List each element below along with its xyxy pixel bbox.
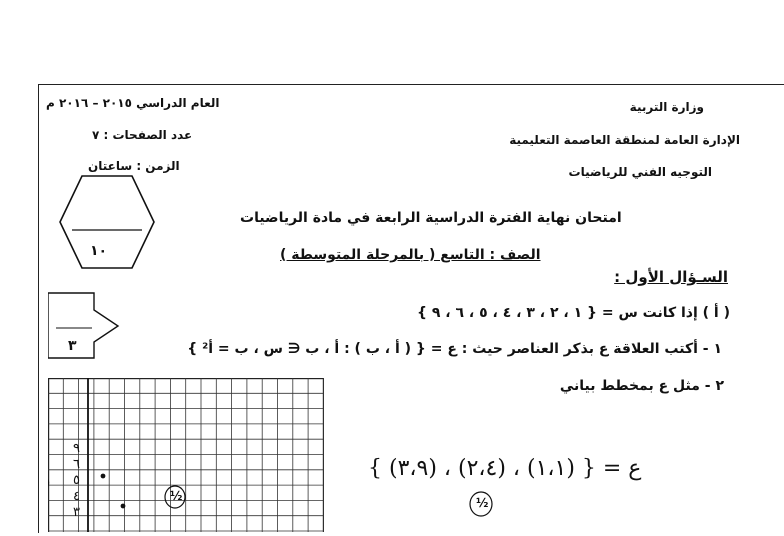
grade-mark-1: ½ [170, 489, 183, 503]
question-score-value: ٣ [68, 338, 77, 354]
question1-item1: ١ - أكتب العلاقة ع بذكر العناصر حيث : ع = { ( أ ، ب ) : أ ، ب ∈ س ، ب = أ² } [187, 341, 722, 357]
axis-label-4: ٤ [73, 489, 80, 504]
axis-label-5: ٥ [73, 473, 80, 488]
axis-label-9: ٩ [73, 441, 80, 456]
exam-title: امتحان نهاية الفترة الدراسية الرابعة في مادة الرياضيات [240, 210, 622, 226]
plot-point [101, 474, 106, 479]
axis-label-6: ٦ [73, 457, 80, 472]
plot-point [121, 504, 126, 509]
axis-label-3: ٣ [73, 505, 80, 520]
ministry-label: وزارة التربية [629, 100, 704, 114]
supervision-label: التوجيه الفني للرياضيات [568, 165, 712, 179]
question1-heading: السـؤال الأول : [614, 268, 728, 286]
grade-label: الصف : التاسع ( بالمرحلة المتوسطة ) [280, 247, 541, 263]
question1-item2: ٢ - مثل ع بمخطط بياني [559, 378, 724, 394]
handwritten-answer: ع = { (١،١) ، (٢،٤) ، (٣،٩) } [368, 456, 642, 481]
academic-year: العام الدراسي ٢٠١٥ – ٢٠١٦ م [46, 96, 220, 110]
exam-duration: الزمن : ساعتان [88, 159, 180, 173]
directorate-label: الإدارة العامة لمنطقة العاصمة التعليمية [509, 133, 740, 147]
total-score-value: ١٠ [90, 243, 108, 259]
question1-part-a: ( أ ) إذا كانت س = { ١ ، ٢ ، ٣ ، ٤ ، ٥ ، ٦ ، ٩ } [416, 305, 730, 321]
page-count: عدد الصفحات : ٧ [92, 128, 193, 142]
question-score-box [48, 292, 120, 360]
grade-mark-2: ½ [476, 496, 489, 510]
